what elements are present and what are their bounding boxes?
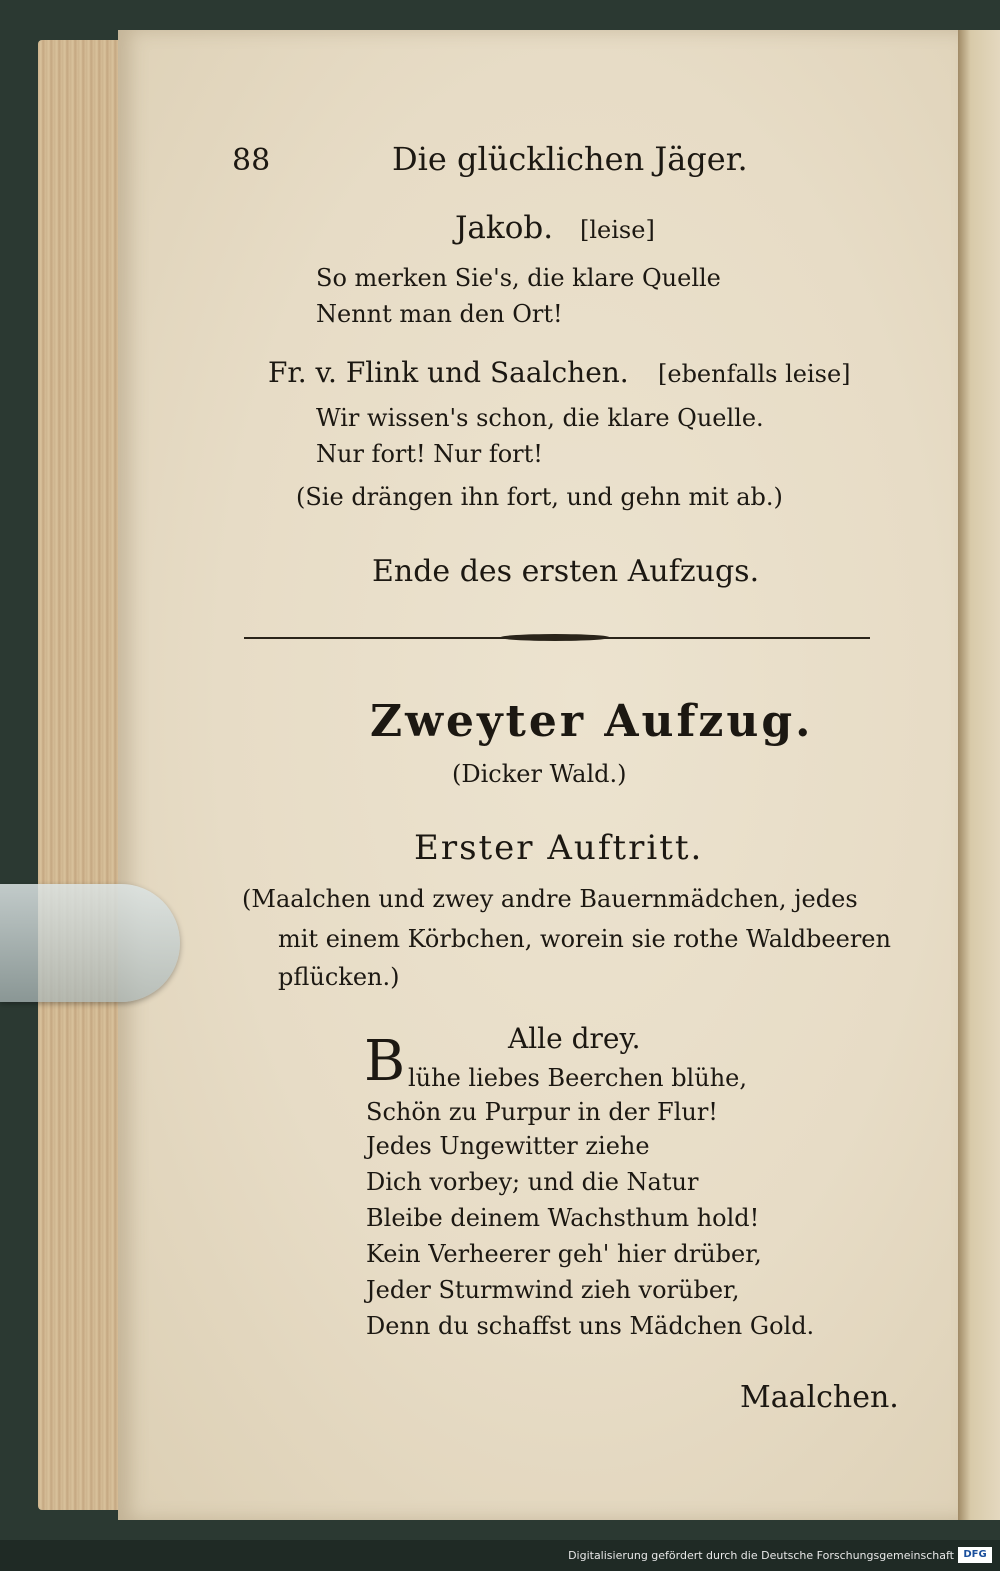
verse-line: Nur fort! Nur fort!	[316, 440, 543, 468]
page-edges	[38, 40, 130, 1510]
running-title: Die glücklichen Jäger.	[392, 140, 748, 178]
verse-line: So merken Sie's, die klare Quelle	[316, 264, 721, 292]
scene-title: Erster Auftritt.	[414, 828, 704, 868]
end-of-act: Ende des ersten Aufzugs.	[372, 554, 760, 589]
stage-direction-exit: (Sie drängen ihn fort, und gehn mit ab.)	[296, 483, 783, 511]
divider-ornament	[500, 634, 610, 641]
stage-direction-leise: [leise]	[580, 216, 655, 244]
speaker-alle-drey: Alle drey.	[508, 1022, 641, 1055]
scene-description-line: mit einem Körbchen, worein sie rothe Waldbeeren	[278, 925, 891, 953]
song-line: Denn du schaffst uns Mädchen Gold.	[366, 1312, 815, 1340]
act-setting: (Dicker Wald.)	[452, 760, 627, 788]
drop-cap: B	[364, 1029, 406, 1094]
verse-line: Nennt man den Ort!	[316, 300, 563, 328]
song-line: Kein Verheerer geh' hier drüber,	[366, 1240, 762, 1268]
footer-credit: Digitalisierung gefördert durch die Deutsche Forschungsgemeinschaft	[568, 1549, 954, 1562]
speaker-jakob: Jakob.	[455, 210, 554, 246]
act-title: Zweyter Aufzug.	[370, 696, 814, 747]
verse-line: Wir wissen's schon, die klare Quelle.	[316, 404, 764, 432]
song-line: Jeder Sturmwind zieh vorüber,	[366, 1276, 740, 1304]
next-page-edge	[958, 30, 1000, 1520]
song-line: Jedes Ungewitter ziehe	[366, 1132, 650, 1160]
dfg-logo: DFG	[958, 1547, 992, 1563]
scene-description-line: pflücken.)	[278, 963, 400, 991]
speaker-flink-saalchen: Fr. v. Flink und Saalchen.	[268, 356, 629, 389]
page-clip	[0, 884, 180, 1002]
song-line: lühe liebes Beerchen blühe,	[408, 1064, 747, 1092]
scene-description-line: (Maalchen und zwey andre Bauernmädchen, jedes	[242, 885, 858, 913]
song-line: Schön zu Purpur in der Flur!	[366, 1098, 718, 1126]
page-number: 88	[232, 143, 271, 178]
stage-direction-ebenfalls: [ebenfalls leise]	[658, 360, 851, 388]
song-line: Dich vorbey; und die Natur	[366, 1168, 699, 1196]
song-line: Bleibe deinem Wachsthum hold!	[366, 1204, 760, 1232]
catchword: Maalchen.	[740, 1380, 899, 1415]
